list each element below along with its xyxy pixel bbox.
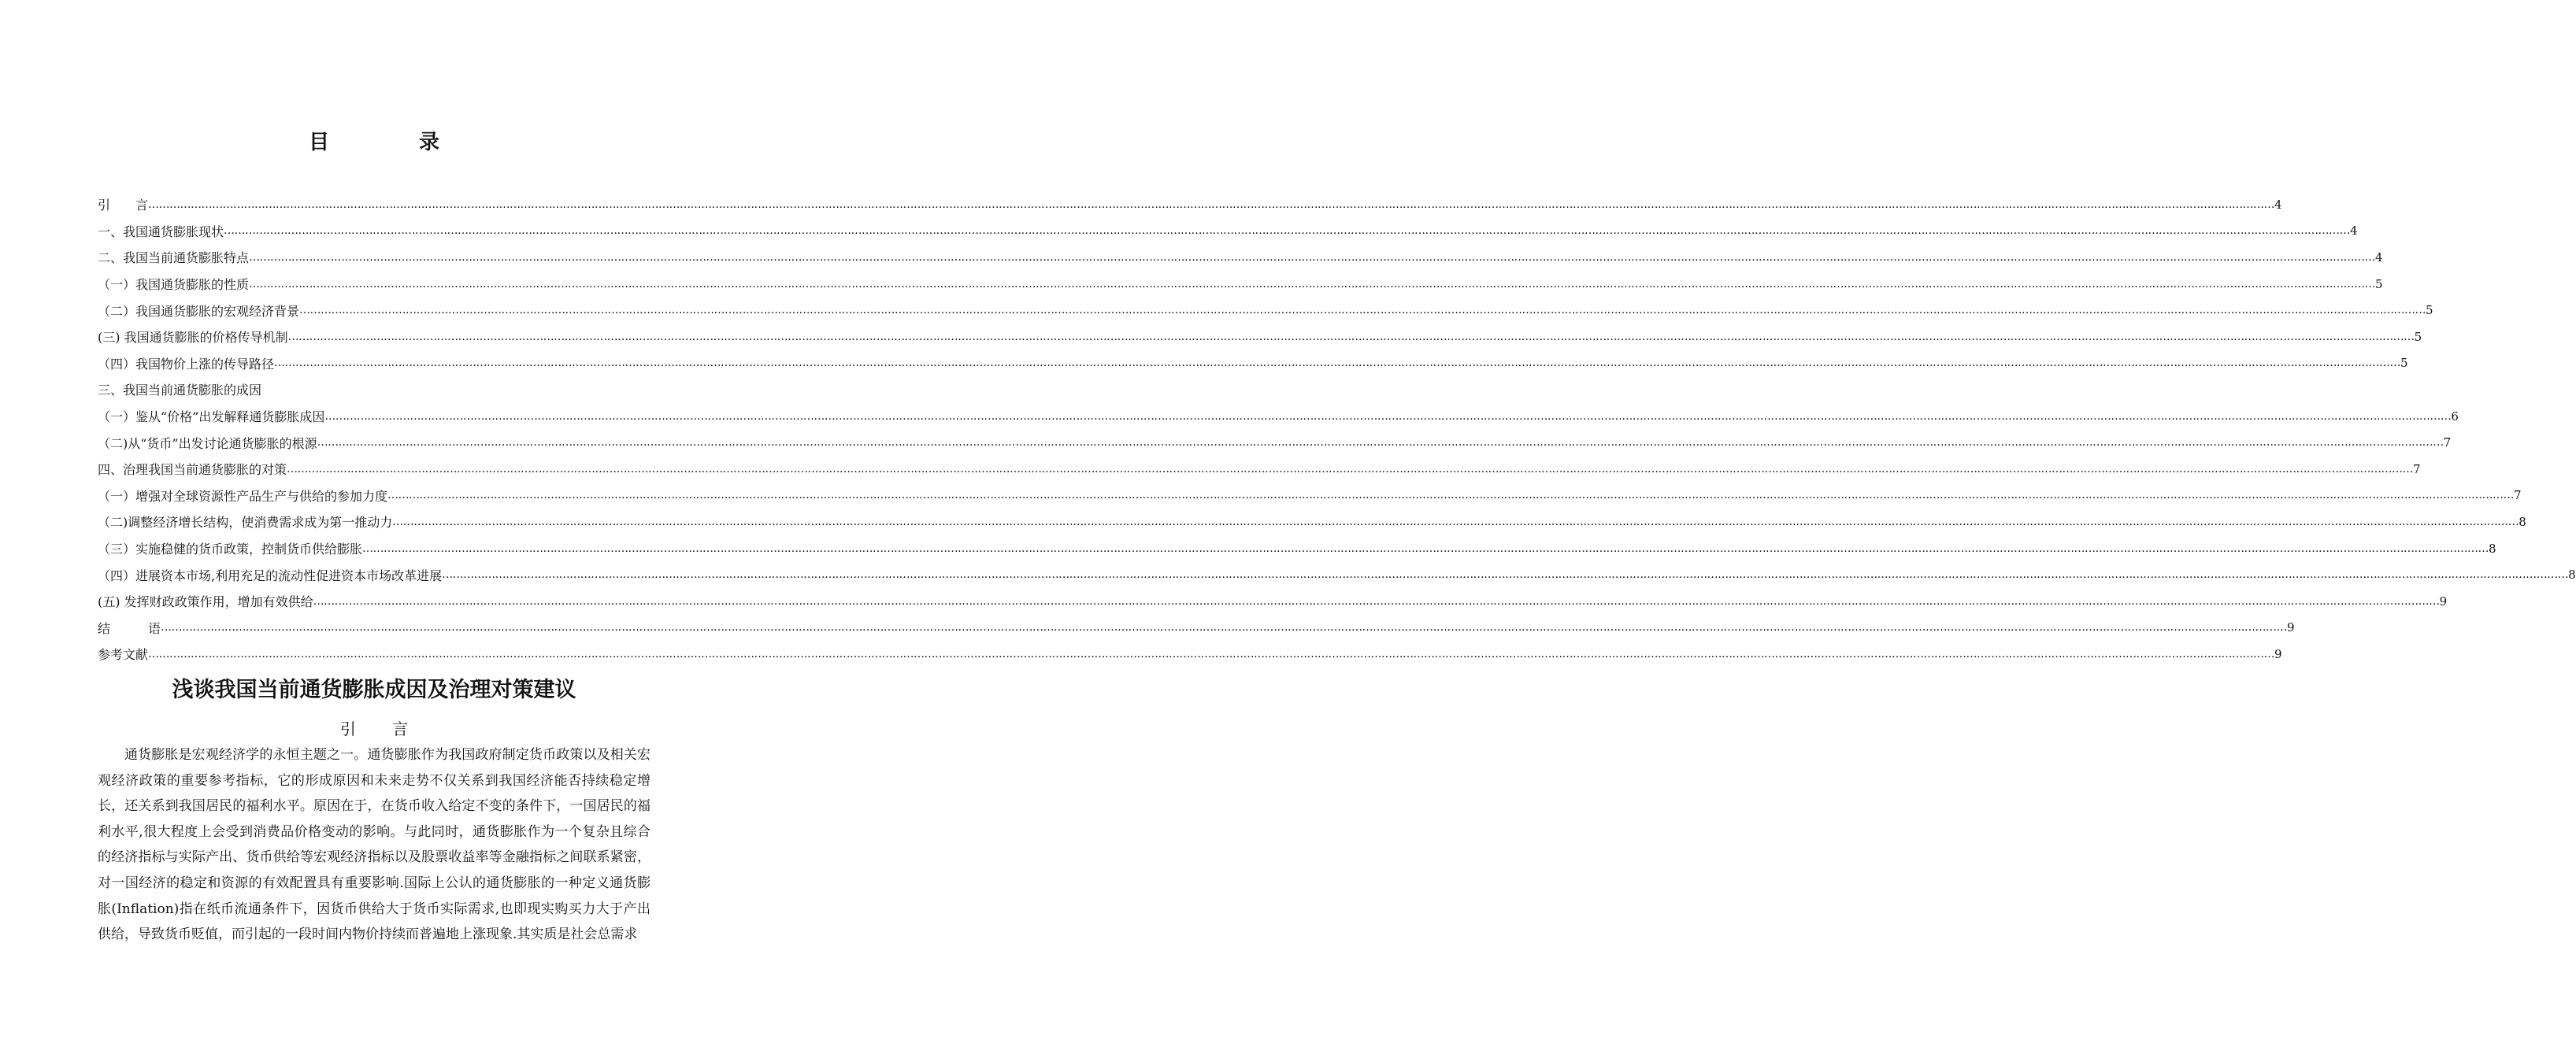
toc-entry-label: （三）实施稳健的货币政策，控制货币供给膨胀 <box>98 542 363 557</box>
toc-dot-leader: …………………………………………………………………………………………………………………………………………………………………………………………………………………………………………………………………………………………………………………………………………………………………………………………………………………………………………………………………………………………………………………………………………………… <box>299 304 2426 317</box>
toc-dot-leader: …………………………………………………………………………………………………………………………………………………………………………………………………………………………………………………………………………………………………………………………………………………………………………………………………………………………………………………………………………………………………………………………………………………… <box>148 198 2275 211</box>
toc-entry-label: （四）进展资本市场,利用充足的流动性促进资本市场改革进展 <box>98 568 443 583</box>
toc-entry-label: （一）我国通货膨胀的性质 <box>98 277 250 293</box>
toc-entry[interactable] <box>98 350 2408 377</box>
toc-page-number: 5 <box>2375 276 2383 291</box>
toc-entry[interactable] <box>98 588 2448 615</box>
toc-dot-leader: …………………………………………………………………………………………………………………………………………………………………………………………………………………………………………………………………………………………………………………………………………………………………………………………………………………………………………………………………………………………………………………………………………………… <box>387 489 2515 502</box>
toc-entry-label: （二)调整经济增长结构，使消费需求成为第一推动力 <box>98 515 393 531</box>
toc-entry-label: 一、我国通货膨胀现状 <box>98 224 224 239</box>
article-title: 浅谈我国当前通货膨胀成因及治理对策建议 <box>172 678 576 702</box>
toc-page-number: 9 <box>2439 594 2448 609</box>
toc-entry[interactable] <box>98 297 2433 324</box>
toc-dot-leader: …………………………………………………………………………………………………………………………………………………………………………………………………………………………………………………………………………………………………………………………………………………………………………………………………………………………………………………………………………………………………………………………………………………… <box>392 515 2519 528</box>
toc-entry[interactable] <box>98 191 2282 218</box>
toc-dot-leader: …………………………………………………………………………………………………………………………………………………………………………………………………………………………………………………………………………………………………………………………………………………………………………………………………………………………………………………………………………………………………………………………………………………… <box>317 436 2444 449</box>
toc-dot-leader: …………………………………………………………………………………………………………………………………………………………………………………………………………………………………………………………………………………………………………………………………………………………………………………………………………………………………………………………………………………………………………………………………………………… <box>287 330 2415 343</box>
toc-entry-label: (三) 我国通货膨胀的价格传导机制 <box>98 330 288 346</box>
toc-page-number: 6 <box>2451 409 2459 424</box>
toc-title: 目 录 <box>308 131 474 154</box>
toc-entry-label: 结 语 <box>98 620 161 636</box>
section-title: 引 言 <box>339 720 424 738</box>
toc-entry-label: 三、我国当前通货膨胀的成因 <box>98 383 262 398</box>
toc-entry-label: 参考文献 <box>98 647 149 663</box>
toc-entry-label: （四）我国物价上涨的传导路径 <box>98 356 275 372</box>
toc-dot-leader: …………………………………………………………………………………………………………………………………………………………………………………………………………………………………………………………………………………………………………………………………………………………………………………………………………………………………………………………………………………………………………………………………………………… <box>249 277 2376 290</box>
toc-entry[interactable] <box>98 403 2459 430</box>
toc-entry[interactable] <box>98 271 2383 298</box>
table-of-contents <box>98 191 2576 668</box>
toc-entry[interactable] <box>98 244 2383 271</box>
toc-entry[interactable] <box>98 535 2496 562</box>
toc-entry-label: （一）增强对全球资源性产品生产与供给的参加力度 <box>98 488 388 504</box>
toc-page-number: 9 <box>2287 620 2295 635</box>
toc-page-number: 7 <box>2443 435 2452 450</box>
toc-entry[interactable] <box>98 218 2358 245</box>
toc-page-number: 9 <box>2274 646 2282 661</box>
toc-page-number: 5 <box>2414 329 2422 344</box>
toc-dot-leader: …………………………………………………………………………………………………………………………………………………………………………………………………………………………………………………………………………………………………………………………………………………………………………………………………………………………………………………………………………………………………………………………………………………… <box>274 357 2401 370</box>
toc-entry[interactable] <box>98 429 2452 456</box>
toc-entry-label: （二）我国通货膨胀的宏观经济背景 <box>98 303 300 319</box>
toc-entry-label: （一）鉴从“价格”出发解释通货膨胀成因 <box>98 409 325 425</box>
toc-entry[interactable] <box>98 324 2422 350</box>
toc-page-number: 5 <box>2400 356 2408 371</box>
toc-dot-leader: …………………………………………………………………………………………………………………………………………………………………………………………………………………………………………………………………………………………………………………………………………………………………………………………………………………………………………………………………………………………………………………………………………………… <box>313 594 2440 608</box>
toc-dot-leader: …………………………………………………………………………………………………………………………………………………………………………………………………………………………………………………………………………………………………………………………………………………………………………………………………………………………………………………………………………………………………………………………………………………… <box>249 250 2376 264</box>
toc-dot-leader: …………………………………………………………………………………………………………………………………………………………………………………………………………………………………………………………………………………………………………………………………………………………………………………………………………………………………………………………………………………………………………………………………………………… <box>287 462 2414 475</box>
toc-page-number: 7 <box>2514 488 2522 503</box>
toc-page-number: 7 <box>2413 461 2421 476</box>
toc-page-number: 4 <box>2350 224 2358 239</box>
toc-entry-label: 四、治理我国当前通货膨胀的对策 <box>98 462 287 478</box>
toc-entry[interactable] <box>98 456 2421 483</box>
toc-entry[interactable] <box>98 483 2522 509</box>
toc-page-number: 8 <box>2568 568 2576 583</box>
toc-entry-label: 引 言 <box>98 198 149 213</box>
toc-entry-label: 二、我国当前通货膨胀特点 <box>98 250 250 266</box>
toc-page-number: 4 <box>2274 197 2282 212</box>
toc-page-number: 8 <box>2519 514 2526 529</box>
toc-page-number: 8 <box>2489 541 2496 556</box>
toc-entry[interactable] <box>98 641 2282 668</box>
toc-dot-leader: …………………………………………………………………………………………………………………………………………………………………………………………………………………………………………………………………………………………………………………………………………………………………………………………………………………………………………………………………………………………………………………………………………………… <box>161 621 2288 634</box>
toc-entry-label: (五) 发挥财政政策作用，增加有效供给 <box>98 594 313 610</box>
intro-paragraph: 通货膨胀是宏观经济学的永恒主题之一。通货膨胀作为我国政府制定货币政策以及相关宏观经济政策的重要参考指标，它的形成原因和未来走势不仅关系到我国经济能否持续稳定增长，还关系到我国居民的福利水平。原因在于，在货币收入给定不变的条件下，一国居民的福利水平,很大程度上会受到消费品价格变动的影响。与此同时，通货膨胀作为一个复杂且综合的经济指标与实际产出、货币供给等宏观经济指标以及股票收益率等金融指标之间联系紧密，对一国经济的稳定和资源的有效配置具有重要影响.国际上公认的通货膨胀的一种定义通货膨胀(Inflation)指在纸币流通条件下，因货币供给大于货币实际需求,也即现实购买力大于产出供给，导致货币贬值，而引起的一段时间内物价持续而普遍地上涨现象.其实质是社会总需求 <box>98 747 650 943</box>
toc-entry[interactable] <box>98 615 2295 642</box>
toc-dot-leader: …………………………………………………………………………………………………………………………………………………………………………………………………………………………………………………………………………………………………………………………………………………………………………………………………………………………………………………………………………………………………………………………………………………… <box>362 542 2489 555</box>
toc-page-number: 5 <box>2426 303 2433 318</box>
toc-dot-leader: …………………………………………………………………………………………………………………………………………………………………………………………………………………………………………………………………………………………………………………………………………………………………………………………………………………………………………………………………………………………………………………………………………………… <box>442 568 2569 582</box>
toc-dot-leader: …………………………………………………………………………………………………………………………………………………………………………………………………………………………………………………………………………………………………………………………………………………………………………………………………………………………………………………………………………………………………………………………………………………… <box>224 224 2351 238</box>
toc-entry[interactable] <box>98 561 2576 588</box>
toc-entry-label: （二)从“货币”出发讨论通货膨胀的根源 <box>98 435 317 451</box>
toc-dot-leader: …………………………………………………………………………………………………………………………………………………………………………………………………………………………………………………………………………………………………………………………………………………………………………………………………………………………………………………………………………………………………………………………………………………… <box>324 409 2452 423</box>
toc-entry[interactable] <box>98 509 2526 535</box>
toc-page-number: 4 <box>2375 250 2383 264</box>
toc-entry[interactable] <box>98 376 633 403</box>
toc-dot-leader: …………………………………………………………………………………………………………………………………………………………………………………………………………………………………………………………………………………………………………………………………………………………………………………………………………………………………………………………………………………………………………………………………………………… <box>148 647 2275 660</box>
